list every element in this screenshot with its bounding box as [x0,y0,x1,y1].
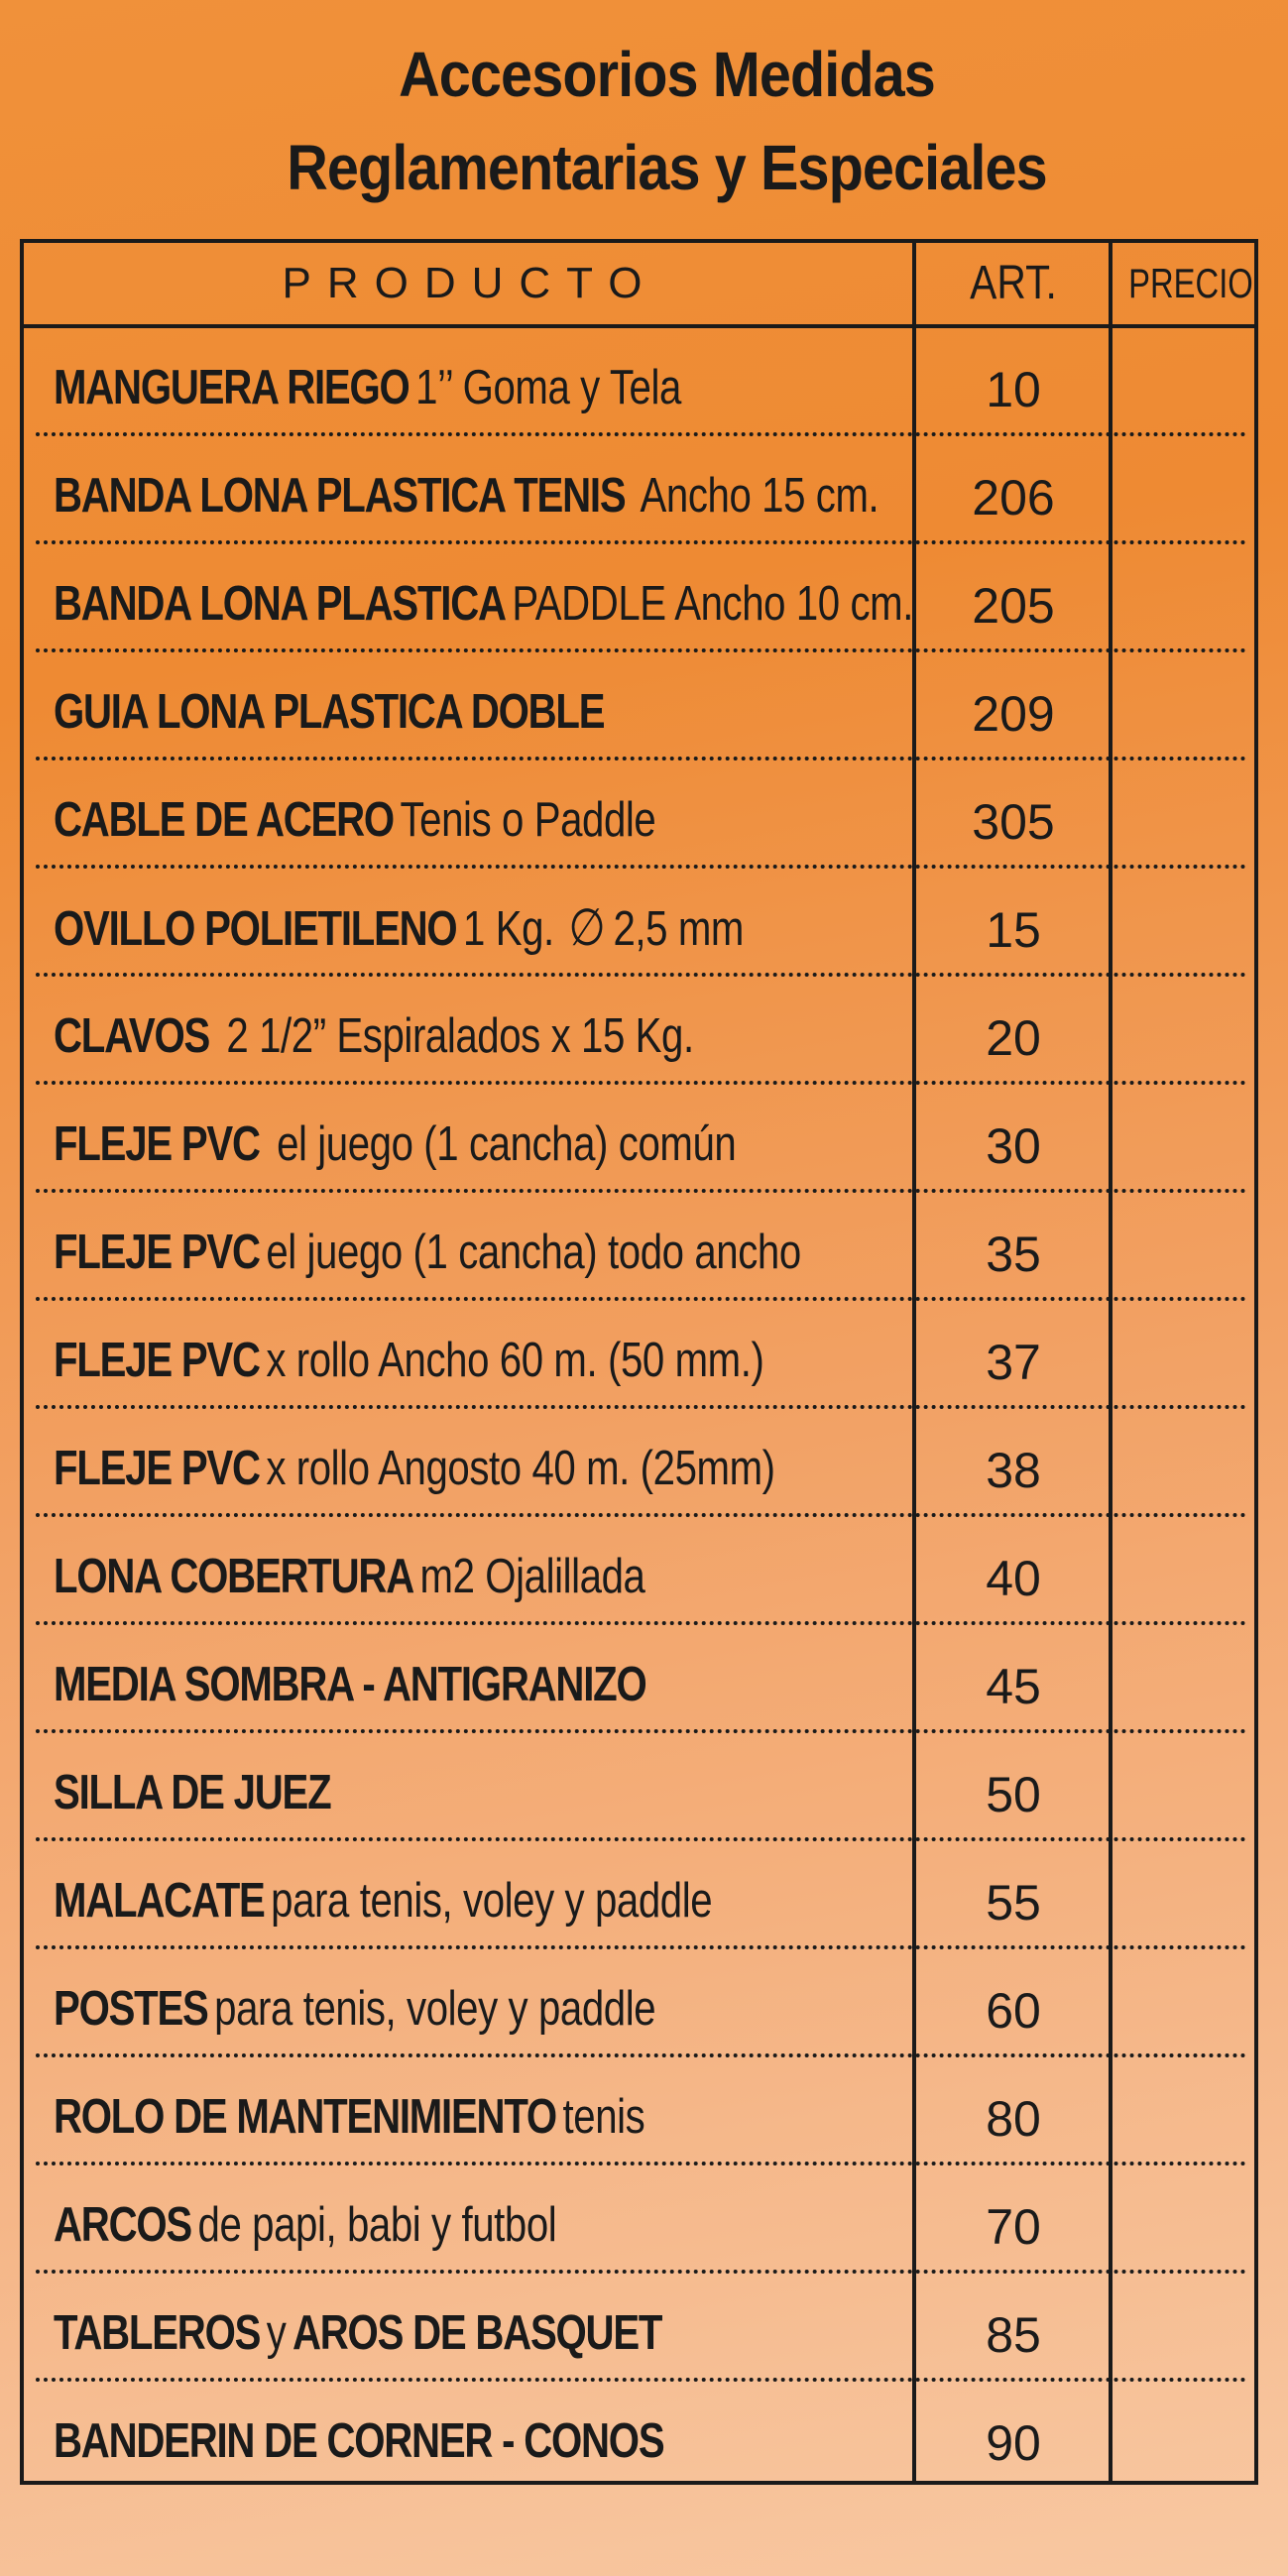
product-name-bold: CLAVOS [54,1009,210,1063]
price-cell [1112,544,1258,652]
product-name-detail: x rollo Ancho 60 m. (50 mm.) [266,1334,764,1387]
product-name [54,1439,867,1498]
product-name [54,1114,867,1174]
product-name-bold: BANDA LONA PLASTICA TENIS [54,469,626,523]
table-row [24,436,1254,544]
product-name [54,574,913,634]
article-number: 15 [986,902,1041,958]
table-row [24,1733,1254,1841]
price-cell [1112,2057,1258,2166]
article-number: 30 [986,1118,1041,1174]
article-number: 209 [972,686,1055,742]
article-number: 305 [972,794,1055,850]
product-name-detail: tenis [562,2090,645,2144]
table-row [24,1949,1254,2057]
price-cell [1112,869,1258,977]
product-table [20,239,1258,2485]
product-name [54,1655,867,1714]
price-cell [1112,1517,1258,1625]
price-cell [1112,1193,1258,1301]
header-producto: PRODUCTO [282,259,658,307]
article-number: 35 [986,1227,1041,1282]
product-name [54,898,867,959]
diameter-icon: ∅ [568,899,606,957]
product-name-bold: GUIA LONA PLASTICA DOBLE [54,685,605,739]
product-name-bold: CABLE DE ACERO [54,793,394,847]
price-cell [1112,2166,1258,2274]
article-number: 205 [972,578,1055,634]
price-cell [1112,652,1258,761]
article-number: 40 [986,1551,1041,1606]
product-name [54,466,879,526]
product-name [54,1871,867,1931]
product-name-detail: para tenis, voley y paddle [271,1874,713,1928]
product-name [54,2303,867,2363]
price-cell [1112,1733,1258,1841]
table-row [24,2274,1254,2382]
article-number: 80 [986,2091,1041,2147]
price-cell [1112,436,1258,544]
product-name-bold: ROLO DE MANTENIMIENTO [54,2090,556,2144]
product-name [54,790,867,850]
table-row [24,977,1254,1085]
article-number: 90 [986,2415,1041,2471]
article-number: 206 [972,470,1055,526]
table-row [24,652,1254,761]
article-number: 38 [986,1443,1041,1498]
article-number: 70 [986,2199,1041,2255]
article-number: 55 [986,1875,1041,1931]
table-row [24,1193,1254,1301]
product-name [54,1979,867,2039]
product-name-bold: LONA COBERTURA [54,1550,413,1603]
product-name-bold: FLEJE PVC [54,1334,260,1387]
price-cell [1112,1625,1258,1733]
product-name-bold: MEDIA SOMBRA - ANTIGRANIZO [54,1658,646,1711]
product-name [54,1547,867,1606]
article-number: 20 [986,1010,1041,1066]
table-row [24,1841,1254,1949]
price-cell [1112,1841,1258,1949]
product-name-detail: de papi, babi y futbol [197,2198,557,2252]
product-name-bold: OVILLO POLIETILENO [54,902,457,956]
article-number: 45 [986,1659,1041,1714]
product-name-detail: x rollo Angosto 40 m. (25mm) [266,1442,775,1495]
product-name [54,682,867,742]
table-row [24,761,1254,869]
product-name-detail: 1 Kg. [463,902,554,956]
table-row [24,1409,1254,1517]
product-name-detail: 1’’ Goma y Tela [415,361,681,414]
product-name [54,1006,867,1066]
article-number: 10 [986,362,1041,417]
header-precio: PRECIO [1128,260,1253,306]
product-name [54,1223,867,1282]
article-number: 37 [986,1335,1041,1390]
product-name-bold: ARCOS [54,2198,191,2252]
product-name [54,2087,867,2147]
product-name-detail: 2 1/2” Espiralados x 15 Kg. [215,1009,694,1063]
table-row [24,1301,1254,1409]
product-name-bold: SILLA DE JUEZ [54,1766,331,1819]
article-number: 50 [986,1767,1041,1822]
product-name-detail: PADDLE Ancho 10 cm. [512,577,913,631]
price-cell [1112,977,1258,1085]
page-title [64,28,1269,214]
product-name-detail: Ancho 15 cm. [631,469,879,523]
table-row [24,1517,1254,1625]
header-art: ART. [970,257,1057,309]
product-name-bold: BANDA LONA PLASTICA [54,577,506,631]
product-name-bold: FLEJE PVC [54,1442,260,1495]
product-name [54,1763,867,1822]
product-name [54,1331,867,1390]
product-name-bold: MANGUERA RIEGO [54,361,410,414]
product-name-bold: BANDERIN DE CORNER - CONOS [54,2414,664,2468]
product-name-detail: el juego (1 cancha) común [266,1117,737,1171]
table-row [24,869,1254,977]
product-name [54,2195,867,2255]
product-name [54,2411,867,2471]
price-cell [1112,2274,1258,2382]
product-name-detail: Tenis o Paddle [400,793,656,847]
table-row [24,1085,1254,1193]
product-name [54,358,867,417]
table-row [24,2057,1254,2166]
price-cell [1112,328,1258,436]
article-number: 85 [986,2307,1041,2363]
article-number: 60 [986,1983,1041,2039]
price-cell [1112,1301,1258,1409]
price-cell [1112,2382,1258,2493]
product-name-bold: MALACATE [54,1874,265,1928]
product-name-bold: FLEJE PVC [54,1226,260,1279]
table-row [24,2382,1254,2493]
title-line-1: Accesorios Medidas [399,39,935,110]
product-name-detail: m2 Ojalillada [419,1550,645,1603]
price-cell [1112,1409,1258,1517]
price-cell [1112,1949,1258,2057]
product-name-detail: y [266,2306,287,2360]
table-row [24,2166,1254,2274]
table-row [24,328,1254,436]
product-name-detail-2: 2,5 mm [613,902,745,956]
price-cell [1112,1085,1258,1193]
product-name-bold: FLEJE PVC [54,1117,260,1171]
product-name-bold: POSTES [54,1982,208,2036]
product-name-bold: TABLEROS [54,2306,261,2360]
product-name-detail: para tenis, voley y paddle [214,1982,656,2036]
table-row [24,1625,1254,1733]
price-cell [1112,761,1258,869]
product-name-detail: el juego (1 cancha) todo ancho [266,1226,801,1279]
title-line-2: Reglamentarias y Especiales [287,132,1047,203]
table-row [24,544,1254,652]
product-name-bold-2: AROS DE BASQUET [292,2306,662,2360]
